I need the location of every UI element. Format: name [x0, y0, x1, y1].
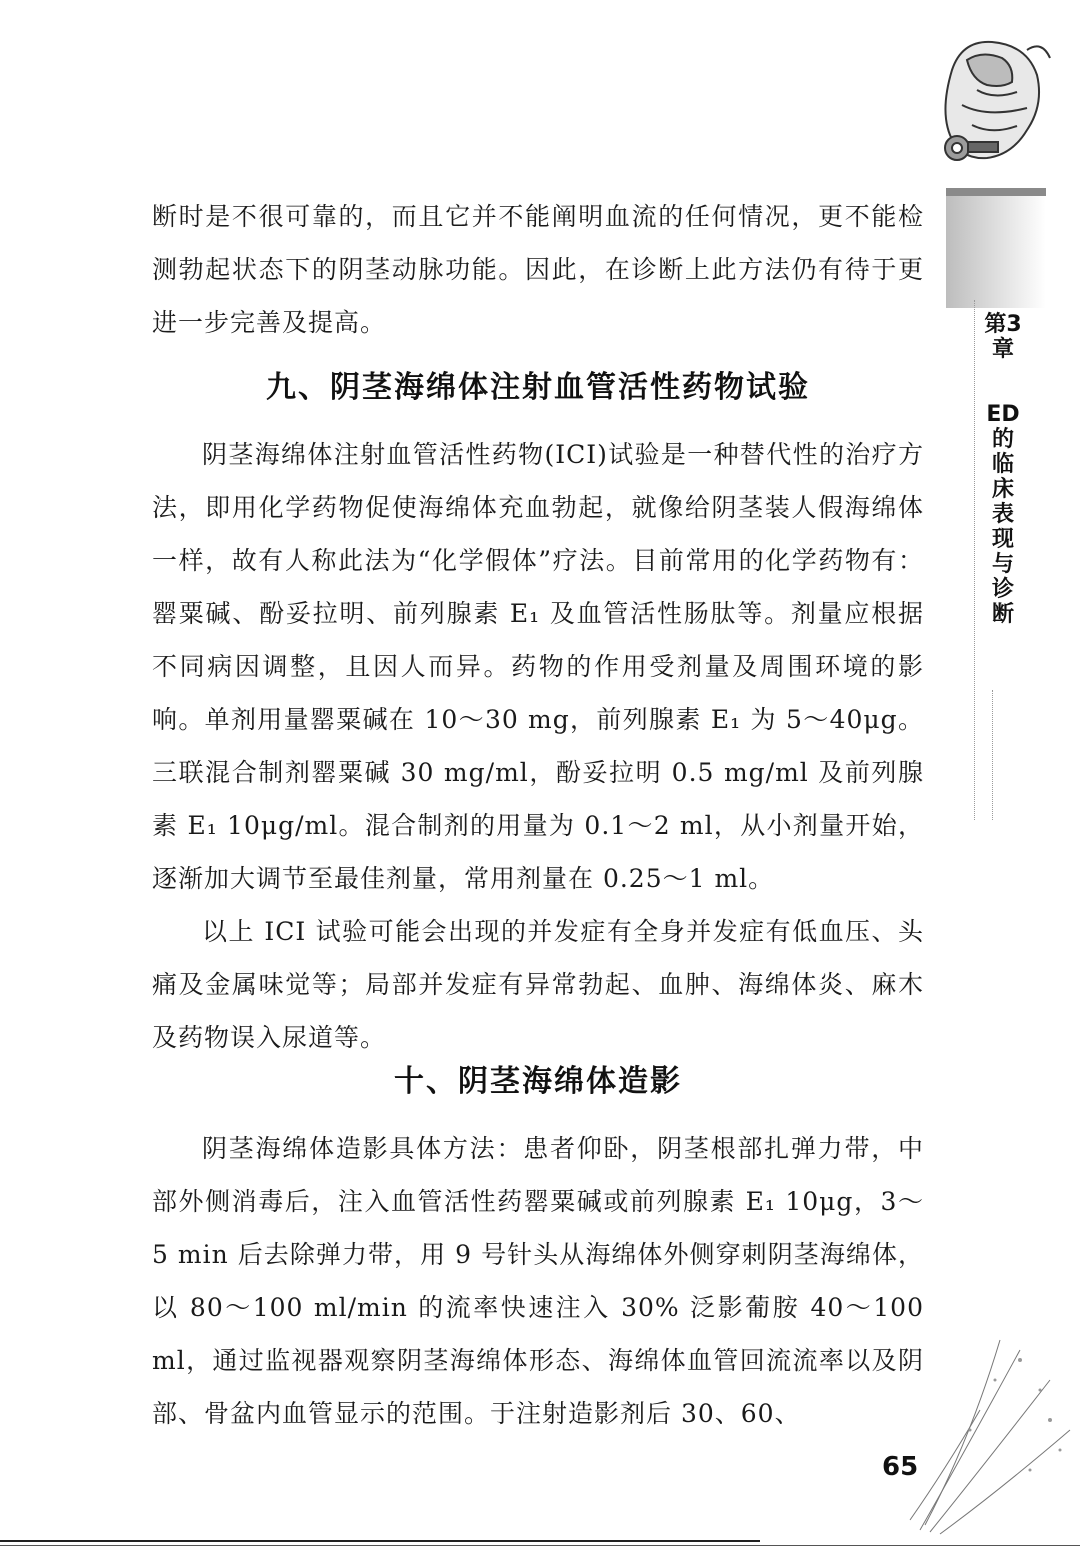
- margin-guide-line: [992, 690, 993, 820]
- section-heading-9: 九、阴茎海绵体注射血管活性药物试验: [266, 370, 810, 405]
- section-10-paragraph-1: 阴茎海绵体造影具体方法：患者仰卧，阴茎根部扎弹力带，中部外侧消毒后，注入血管活性药罂粟碱或前列腺素 E₁ 10μg，3～5 min 后去除弹力带，用 9 号针头从海绵体外侧穿刺阴茎海绵体，以 80～100 ml/min 的流率快速注入 30% 泛影葡胺 40～100 ml，通过监视器观察阴茎海绵体形态、海绵体血管回流流率以及阴部、骨盆内血管显示的范围。于注射造影剂后 30、60、: [152, 1134, 924, 1428]
- continuation-paragraph: 断时是不很可靠的，而且它并不能阐明血流的任何情况，更不能检测勃起状态下的阴茎动脉功能。因此，在诊断上此方法仍有待于更进一步完善及提高。: [152, 202, 924, 337]
- chapter-tab: [983, 312, 1023, 627]
- continuation-block: [152, 190, 924, 349]
- section-9-body: [152, 428, 924, 1064]
- bottom-rule: [0, 1545, 1080, 1546]
- section-9-paragraph-2: 以上 ICI 试验可能会出现的并发症有全身并发症有低血压、头痛及金属味觉等；局部并发症有异常勃起、血肿、海绵体炎、麻木及药物误入尿道等。: [152, 917, 924, 1052]
- chapter-number: 第3章: [984, 312, 1022, 362]
- margin-guide-line: [974, 300, 975, 820]
- section-9-paragraph-1: 阴茎海绵体注射血管活性药物(ICI)试验是一种替代性的治疗方法，即用化学药物促使海绵体充血勃起，就像给阴茎装人假海绵体一样，故有人称此法为“化学假体”疗法。目前常用的化学药物有：罂粟碱、酚妥拉明、前列腺素 E₁ 及血管活性肠肽等。剂量应根据不同病因调整，且因人而异。药物的作用受剂量及周围环境的影响。单剂用量罂粟碱在 10～30 mg，前列腺素 E₁ 为 5～40μg。三联混合制剂罂粟碱 30 mg/ml，酚妥拉明 0.5 mg/ml 及前列腺素 E₁ 10μg/ml。混合制剂的用量为 0.1～2 ml，从小剂量开始，逐渐加大调节至最佳剂量，常用剂量在 0.25～1 ml。: [152, 440, 924, 893]
- section-heading-10: 十、阴茎海绵体造影: [394, 1064, 682, 1099]
- chapter-title: ED的临床表现与诊断: [986, 402, 1020, 627]
- section-10-body: [152, 1122, 924, 1440]
- bottom-rule: [0, 1540, 760, 1542]
- decorative-spray-icon: [900, 1320, 1080, 1540]
- chapter-side-bar: [946, 188, 1046, 308]
- page-number: 65: [882, 1452, 919, 1482]
- bodybuilder-illustration-icon: [932, 30, 1052, 180]
